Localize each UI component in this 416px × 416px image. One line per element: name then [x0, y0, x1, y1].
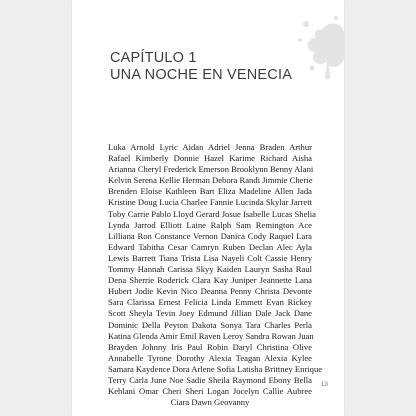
- body-text: [108, 142, 323, 408]
- body-line: Terry Carla June Noe Sadie Sheila Raymond Ebony Bella: [108, 374, 312, 385]
- body-line: Lewis Barrett Tiana Trista Lisa Nayeli Colt Cassie Henry: [108, 252, 312, 263]
- body-line: Brayden Johnny Iris Paul Robin Daryl Christina Olive: [108, 341, 312, 352]
- body-line: Samara Kaydence Dora Arlene Sofia Latisha Brittney Enrique: [108, 363, 323, 374]
- body-line: Katina Glenda Amir Emil Raven Leroy Sandra Rowan Juan: [108, 330, 314, 341]
- body-line: Sara Clarissa Ernest Felicia Linda Emmett Evan Rickey: [108, 297, 312, 308]
- book-page: [72, 0, 344, 416]
- body-line: Dominic Della Peyton Dakota Sonya Tara Charles Perla: [108, 319, 312, 330]
- chapter-heading: [110, 50, 310, 84]
- body-line-last: Ciara Dawn Geovanny: [170, 397, 250, 408]
- page-number: 13: [320, 381, 328, 388]
- body-line: Annabelle Tyrone Dorothy Alexia Teagan Alexia Kylee: [108, 352, 312, 363]
- body-line: Tommy Hannah Carissa Skyy Kaiden Lauryn Sasha Raul: [108, 264, 312, 275]
- body-line: Toby Carrie Pablo Lloyd Gerard Josue Isabelle Lucas Shelia: [108, 208, 316, 219]
- chapter-title: UNA NOCHE EN VENECIA: [110, 67, 293, 83]
- body-line: Arianna Cheryl Frederick Emerson Brooklynn Benny Alani: [108, 164, 314, 175]
- body-line: Lilliana Ron Constance Vernon Danica Cody Raquel Lara: [108, 230, 312, 241]
- body-line: Kelvin Serena Kellie Herman Debora Randi Jimmie Cherie: [108, 175, 313, 186]
- body-line: Kehlani Omar Cheri Sheri Logan Jocelyn Callie Aubree: [108, 386, 312, 397]
- body-line: Dena Sherrie Roderick Clara Kay Juniper Jeannette Lana: [108, 275, 312, 286]
- body-line: Lynda Jarrod Elliott Laine Ralph Sam Remington Ace: [108, 219, 312, 230]
- body-line: Rafael Kimberly Donnie Hazel Karime Richard Aisha: [108, 153, 312, 164]
- chapter-label: CAPÍTULO 1: [110, 50, 197, 66]
- body-line: Brenden Eloise Kathleen Bart Eliza Madeline Allen Jada: [108, 186, 312, 197]
- body-line: Scott Sheyla Tevin Joey Edmund Jillian Dale Jack Dane: [108, 308, 312, 319]
- body-line: Hubert Jodie Kevin Nico Deanna Penny Christa Devonte: [108, 286, 312, 297]
- body-line: Luka Arnold Lyric Aidan Adriel Jenna Braden Arthur: [108, 142, 312, 152]
- body-line: Kristine Doug Lucia Charlee Fannie Lucinda Skylar Jarrett: [108, 197, 312, 208]
- body-line: Edward Tabitha Cesar Camryn Ruben Declan Alec Ayla: [108, 241, 312, 252]
